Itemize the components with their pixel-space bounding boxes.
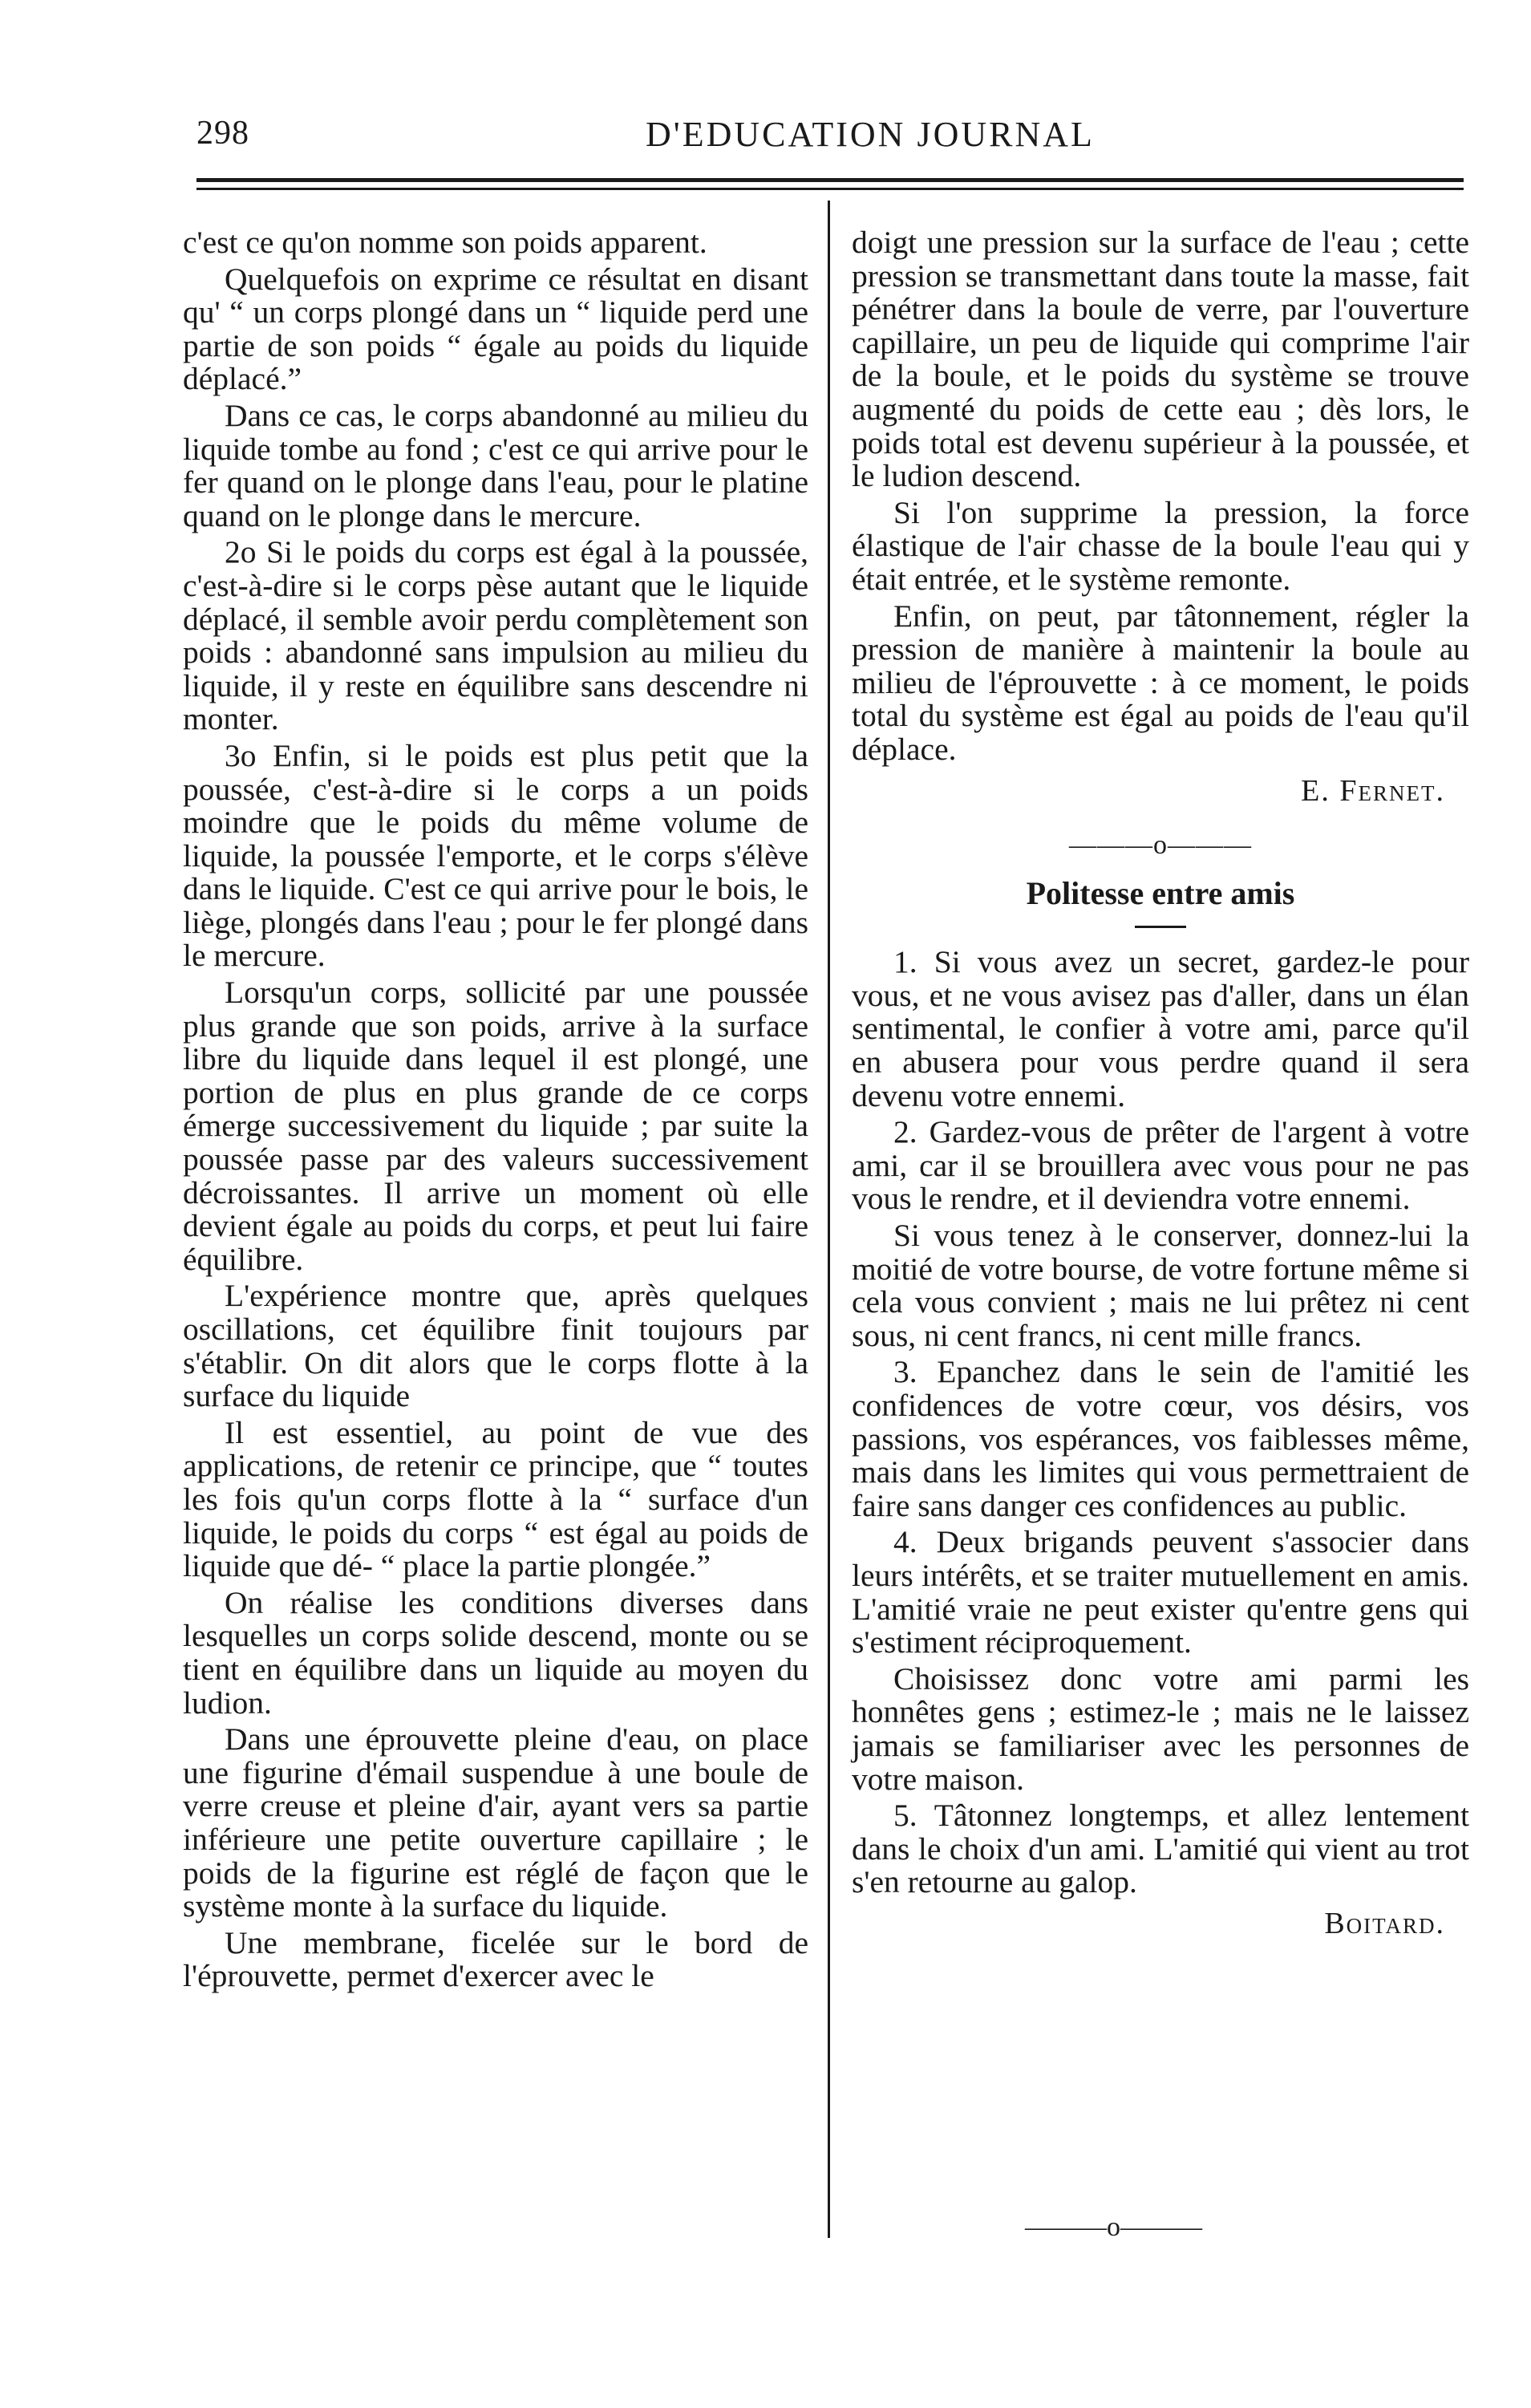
paragraph: 2. Gardez-vous de prêter de l'argent à votre ami, car il se brouillera avec vous pour ne pas vous le rendre, et il deviendra votre ennemi. bbox=[852, 1114, 1469, 1217]
paragraph: 1. Si vous avez un secret, gardez-le pour vous, et ne vous avisez pas d'aller, dans un élan sentimental, le confier à votre ami, parce qu'il en abusera pour vous perdre quand il sera devenu votre ennemi. bbox=[852, 944, 1469, 1113]
page-number: 298 bbox=[196, 115, 249, 152]
paragraph: 2o Si le poids du corps est égal à la poussée, c'est-à-dire si le corps pèse autant que le liquide déplacé, il semble avoir perdu complètement son poids : abandonné sans impulsion au milieu du liquide, il y reste en équilibre sans descendre ni monter. bbox=[183, 534, 808, 737]
author-signature: Boitard. bbox=[1324, 1906, 1445, 1940]
paragraph: Quelquefois on exprime ce résultat en disant qu' “ un corps plongé dans un “ liquide perd une partie de son poids “ égale au poids du liquide déplacé.” bbox=[183, 261, 808, 397]
paragraph: Dans ce cas, le corps abandonné au milieu du liquide tombe au fond ; c'est ce qui arrive pour le fer quand on le plonge dans l'eau, pour le platine quand on le plonge dans le mercure. bbox=[183, 397, 808, 533]
running-title: D'EDUCATION JOURNAL bbox=[646, 115, 1095, 154]
end-ornament: ———o——— bbox=[1025, 2212, 1202, 2242]
article-title: Politesse entre amis bbox=[1026, 874, 1295, 911]
column-separator bbox=[828, 201, 830, 2238]
paragraph: Dans une éprouvette pleine d'eau, on place une figurine d'émail suspendue à une boule de verre creuse et pleine d'air, ayant vers sa partie inférieure une petite ouverture capillaire ; le poids de la figurine est réglé de façon que le système monte à la surface du liquide. bbox=[183, 1721, 808, 1924]
paragraph: Enfin, on peut, par tâtonnement, régler la pression de manière à maintenir la boule au milieu de l'éprouvette : à ce moment, le poids total du système est égal au poids de l'eau qu'il déplace. bbox=[852, 598, 1469, 767]
paragraph: c'est ce qu'on nomme son poids apparent. bbox=[183, 225, 707, 260]
paragraph: On réalise les conditions diverses dans lesquelles un corps solide descend, monte ou se tient en équilibre dans un liquide au moyen du ludion. bbox=[183, 1584, 808, 1721]
paragraph: Choisissez donc votre ami parmi les honnêtes gens ; estimez-le ; mais ne le laissez jamais se familiariser avec les personnes de votre maison. bbox=[852, 1660, 1469, 1797]
paragraph: Une membrane, ficelée sur le bord de l'éprouvette, permet d'exercer avec le bbox=[183, 1924, 808, 1994]
title-dash bbox=[1135, 926, 1186, 928]
paragraph: 3o Enfin, si le poids est plus petit que la poussée, c'est-à-dire si le corps a un poids moindre que le poids du même volume de liquide, la poussée l'emporte, et le corps s'élève dans le liquide. C'est ce qui arrive pour le bois, le liège, plongés dans l'eau ; pour le fer plongé dans le mercure. bbox=[183, 737, 808, 974]
paragraph: L'expérience montre que, après quelques oscillations, cet équilibre finit toujours par s'établir. On dit alors que le corps flotte à la surface du liquide bbox=[183, 1278, 808, 1414]
paragraph: Il est essentiel, au point de vue des applications, de retenir ce principe, que “ toutes les fois qu'un corps flotte à la “ surface d'un liquide, le poids du corps “ est égal au poids de liquide que dé- “ place la partie plongée.” bbox=[183, 1414, 808, 1584]
left-column bbox=[183, 226, 808, 1997]
paragraph: 4. Deux brigands peuvent s'associer dans leurs intérêts, et se traiter mutuellement en amis. L'amitié vraie ne peut exister qu'entre gens qui s'estiment réciproquement. bbox=[852, 1524, 1469, 1660]
paragraph: Si vous tenez à le conserver, donnez-lui la moitié de votre bourse, de votre fortune même si cela vous convient ; mais ne lui prêtez ni cent sous, ni cent francs, ni cent mille francs. bbox=[852, 1218, 1469, 1353]
paragraph: Lorsqu'un corps, sollicité par une poussée plus grande que son poids, arrive à la surface libre du liquide dans lequel il est plongé, une portion de plus en plus grande de ce corps émerge successivement du liquide ; par suite la poussée passe par des valeurs successivement décroissantes. Il arrive un moment où elle devient égale au poids du corps, et peut lui faire équilibre. bbox=[183, 975, 808, 1277]
section-ornament: ———o——— bbox=[1069, 830, 1252, 861]
paragraph: Si l'on supprime la pression, la force élastique de l'air chasse de la boule l'eau qui y était entrée, et le système remonte. bbox=[852, 494, 1469, 597]
paragraph: 5. Tâtonnez longtemps, et allez lentement dans le choix d'un ami. L'amitié qui vient au trot s'en retourne au galop. bbox=[852, 1798, 1469, 1900]
header-rule-thick bbox=[196, 178, 1464, 182]
page-header bbox=[196, 114, 1464, 162]
header-rule-thin bbox=[196, 188, 1464, 190]
author-signature: E. Fernet. bbox=[1301, 773, 1445, 808]
right-column bbox=[852, 226, 1469, 1941]
paragraph: 3. Epanchez dans le sein de l'amitié les confidences de votre cœur, vos désirs, vos passions, vos espérances, vos faiblesses même, mais dans les limites qui vous permettraient de faire sans danger ces confidences au public. bbox=[852, 1354, 1469, 1523]
paragraph: doigt une pression sur la surface de l'eau ; cette pression se transmettant dans toute la masse, fait pénétrer dans la boule de verre, par l'ouverture capillaire, un peu de liquide qui comprime l'air de la boule, et le poids du système se trouve augmenté du poids de cette eau ; dès lors, le poids total est devenu supérieur à la poussée, et le ludion descend. bbox=[852, 225, 1469, 494]
